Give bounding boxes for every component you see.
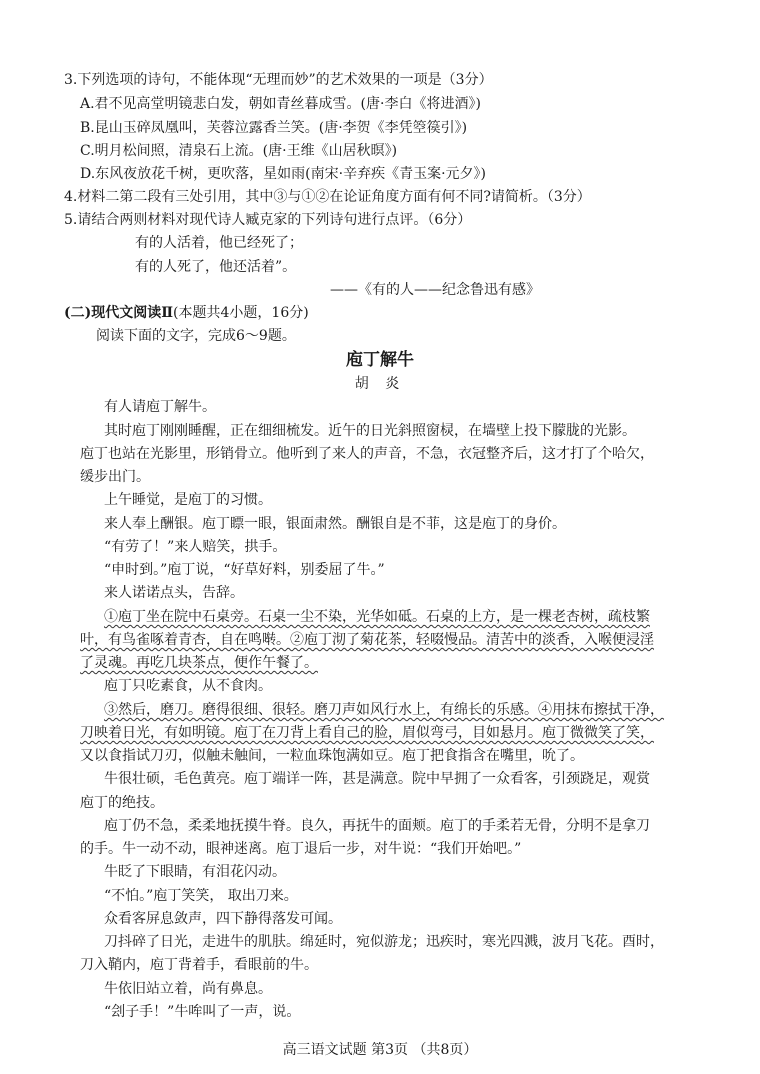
article-line: “刽子手！”牛哞叫了一声，说。: [104, 1004, 301, 1020]
section-heading-note: (本题共4小题，16分): [173, 305, 309, 321]
article-line: 有人请庖丁解牛。: [104, 399, 216, 415]
article-line: 庖丁也站在光影里，形销骨立。他听到了来人的声音，不急，衣冠整齐后，这才打了个哈欠，: [80, 446, 654, 462]
article-line: 庖丁仍不急，柔柔地抚摸牛脊。良久，再抚牛的面颊。庖丁的手柔若无骨，分明不是拿刀: [104, 818, 650, 834]
article-line-underlined: ①庖丁坐在院中石桌旁。石桌一尘不染，光华如砥。石桌的上方，是一棵老杏树，疏枝繁: [104, 609, 650, 625]
article-line: 牛依旧站立着，尚有鼻息。: [104, 981, 272, 997]
article-line: “不怕。”庖丁笑笑， 取出刀来。: [104, 888, 298, 904]
poem-source: ——《有的人——纪念鲁迅有感》: [330, 282, 540, 298]
question-3-stem: 3.下列选项的诗句，不能体现“无理而妙”的艺术效果的一项是（3分）: [64, 72, 493, 88]
question-3-option-b: B.昆山玉碎凤凰叫，芙蓉泣露香兰笑。(唐·李贺《李凭箜篌引》): [80, 120, 468, 136]
article-line: “申时到。”庖丁说，“好草好料，别委屈了牛。”: [104, 562, 385, 578]
section-heading-label: (二)现代文阅读Ⅱ: [64, 305, 174, 321]
article-line: 刀抖碎了日光，走进牛的肌肤。绵延时，宛似游龙；迅疾时，寒光四溅，波月飞花。酉时，: [104, 934, 664, 950]
question-3-option-a: A.君不见高堂明镜悲白发，朝如青丝暮成雪。(唐·李白《将进酒》): [80, 96, 481, 112]
article-line: 牛很壮硕，毛色黄亮。庖丁端详一阵，甚是满意。院中早拥了一众看客，引颈跷足，观赏: [104, 771, 650, 787]
article-line: 牛眨了下眼睛，有泪花闪动。: [104, 864, 286, 880]
article-line: 众看客屏息敛声，四下静得落发可闻。: [104, 911, 342, 927]
section-heading: [64, 303, 309, 323]
article-line: 其时庖丁刚刚睡醒，正在细细梳发。近午的日光斜照窗棂，在墙壁上投下朦胧的光影。: [104, 423, 636, 439]
article-line: 庖丁的绝技。: [80, 795, 164, 811]
article-author: 胡 炎: [354, 376, 406, 392]
article-line-underlined: 了灵魂。再吃几块茶点，便作午餐了。: [80, 655, 318, 671]
article-line-underlined: 叶，有鸟雀啄着青杏，自在鸣啭。②庖丁沏了菊花茶，轻啜慢品。清苦中的淡香，入喉便浸淫: [80, 632, 654, 648]
article-line: “有劳了！”来人赔笑，拱手。: [104, 539, 287, 555]
poem-line-1: 有的人活着，他已经死了；: [135, 235, 303, 251]
article-line: 来人奉上酬银。庖丁瞟一眼，银面肃然。酬银自是不菲，这是庖丁的身价。: [104, 516, 566, 532]
question-5-stem: 5.请结合两则材料对现代诗人臧克家的下列诗句进行点评。（6分）: [64, 212, 472, 228]
section-instruction: 阅读下面的文字，完成6～9题。: [96, 328, 296, 344]
article-title: 庖丁解牛: [346, 350, 414, 370]
article-line: 庖丁只吃素食，从不食肉。: [104, 678, 272, 694]
question-4: 4.材料二第二段有三处引用，其中③与①②在论证角度方面有何不同?请简析。（3分）: [64, 189, 591, 205]
article-line: 的手。牛一动不动，眼神迷离。庖丁退后一步，对牛说：“我们开始吧。”: [80, 841, 522, 857]
article-line: 上午睡觉，是庖丁的习惯。: [104, 492, 272, 508]
poem-line-2: 有的人死了，他还活着”。: [135, 259, 297, 275]
page-footer: 高三语文试题 第3页 （共8页）: [282, 1042, 478, 1058]
article-line: 来人诺诺点头，告辞。: [104, 585, 244, 601]
article-line-underlined: 刀映着日光，有如明镜。庖丁在刀背上看自己的脸，眉似弯弓，目如悬月。庖丁微微笑了笑，: [80, 725, 654, 741]
article-line: 刀入鞘内，庖丁背着手，看眼前的牛。: [80, 957, 318, 973]
question-3-option-d: D.东风夜放花千树，更吹落，星如雨(南宋·辛弃疾《青玉案·元夕》): [80, 166, 486, 182]
article-line-underlined: ③然后，磨刀。磨得很细、很轻。磨刀声如风行水上，有绵长的乐感。④用抹布擦拭干净，: [104, 702, 664, 718]
article-line: 又以食指试刀刃，似触未触间，一粒血珠饱满如豆。庖丁把食指含在嘴里，吮了。: [80, 748, 584, 764]
question-3-option-c: C.明月松间照，清泉石上流。(唐·王维《山居秋暝》): [80, 143, 398, 159]
article-line: 缓步出门。: [80, 469, 150, 485]
